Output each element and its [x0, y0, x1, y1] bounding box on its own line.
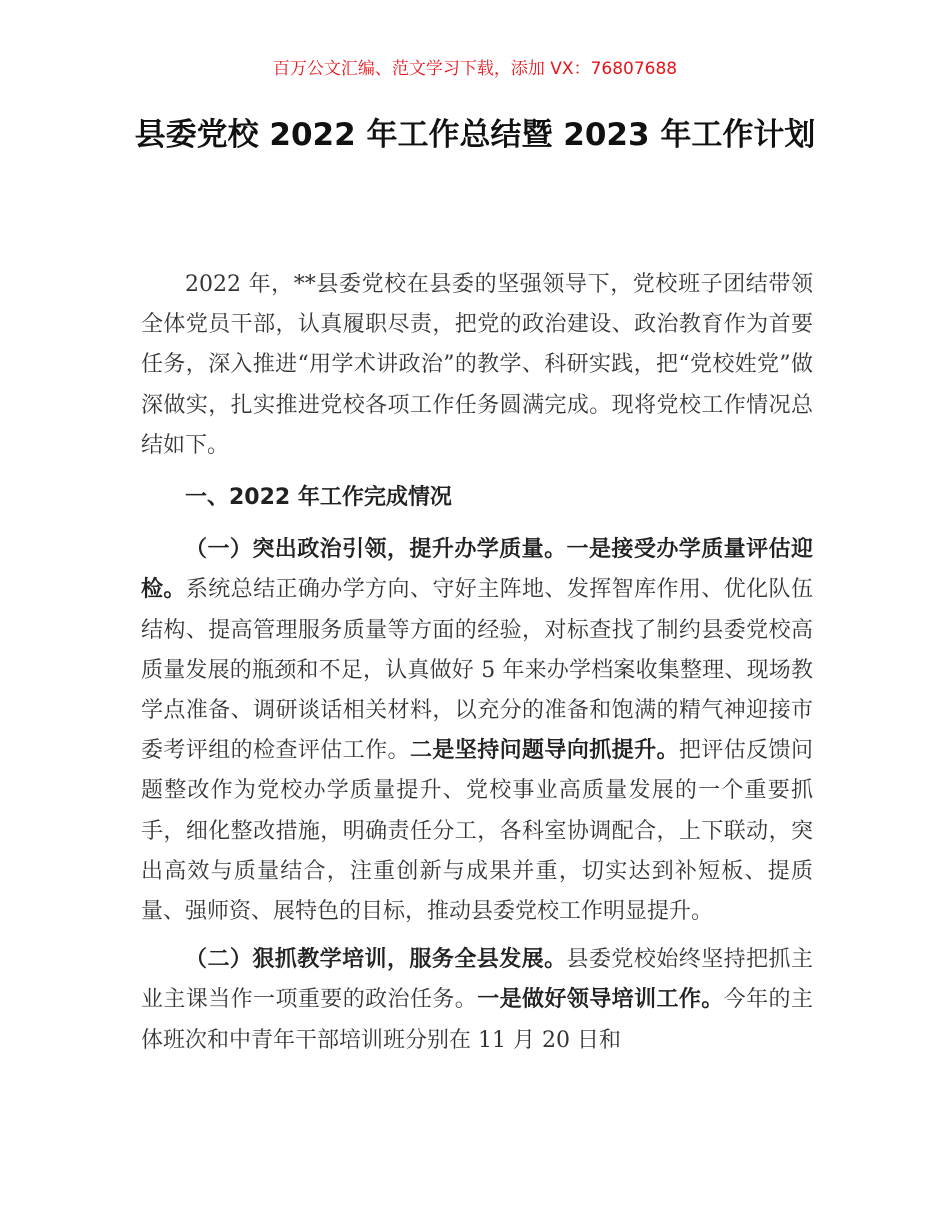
- document-body: [141, 265, 813, 1061]
- subsection-1-point-1-title: 一是接受办学质量评估迎检。: [141, 537, 813, 603]
- subsection-2-heading: （二）狠抓教学培训，服务全县发展。: [185, 947, 567, 973]
- header-watermark-note: 百万公文汇编、范文学习下载，添加 VX：76807688: [272, 59, 678, 79]
- subsection-1-point-1-text: 系统总结正确办学方向、守好主阵地、发挥智库作用、优化队伍结构、提高管理服务质量等方面的经验，对标查找了制约县委党校高质量发展的瓶颈和不足，认真做好 5 年来办学档案收集整理、现场教学点准备、调研谈话相关材料，以充分的准备和饱满的精气神迎接市委考评组的检查评估工作。: [141, 577, 813, 764]
- subsection-2-paragraph: [141, 940, 813, 1061]
- intro-paragraph: 2022 年，**县委党校在县委的坚强领导下，党校班子团结带领全体党员干部，认真履职尽责，把党的政治建设、政治教育作为首要任务，深入推进“用学术讲政治”的教学、科研实践，把“党校姓党”做深做实，扎实推进党校各项工作任务圆满完成。现将党校工作情况总结如下。: [141, 272, 813, 458]
- subsection-2-point-1-text: 今年的主体班次和中青年干部培训班分别在 11 月 20 日和: [141, 987, 813, 1053]
- subsection-1-point-2-title: 二是坚持问题导向抓提升。: [409, 738, 679, 764]
- document-title: 县委党校 2022 年工作总结暨 2023 年工作计划: [134, 117, 816, 153]
- subsection-2-text: 县委党校始终坚持把抓主业主课当作一项重要的政治任务。: [141, 947, 813, 1013]
- subsection-1-paragraph: [141, 530, 813, 932]
- section-heading: 一、2022 年工作完成情况: [185, 485, 452, 511]
- subsection-2-point-1-title: 一是做好领导培训工作。: [477, 987, 724, 1013]
- subsection-1-point-2-text: 把评估反馈问题整改作为党校办学质量提升、党校事业高质量发展的一个重要抓手，细化整改措施，明确责任分工，各科室协调配合，上下联动，突出高效与质量结合，注重创新与成果并重，切实达到补短板、提质量、强师资、展特色的目标，推动县委党校工作明显提升。: [141, 738, 813, 925]
- subsection-1-heading: （一）突出政治引领，提升办学质量。: [185, 537, 567, 563]
